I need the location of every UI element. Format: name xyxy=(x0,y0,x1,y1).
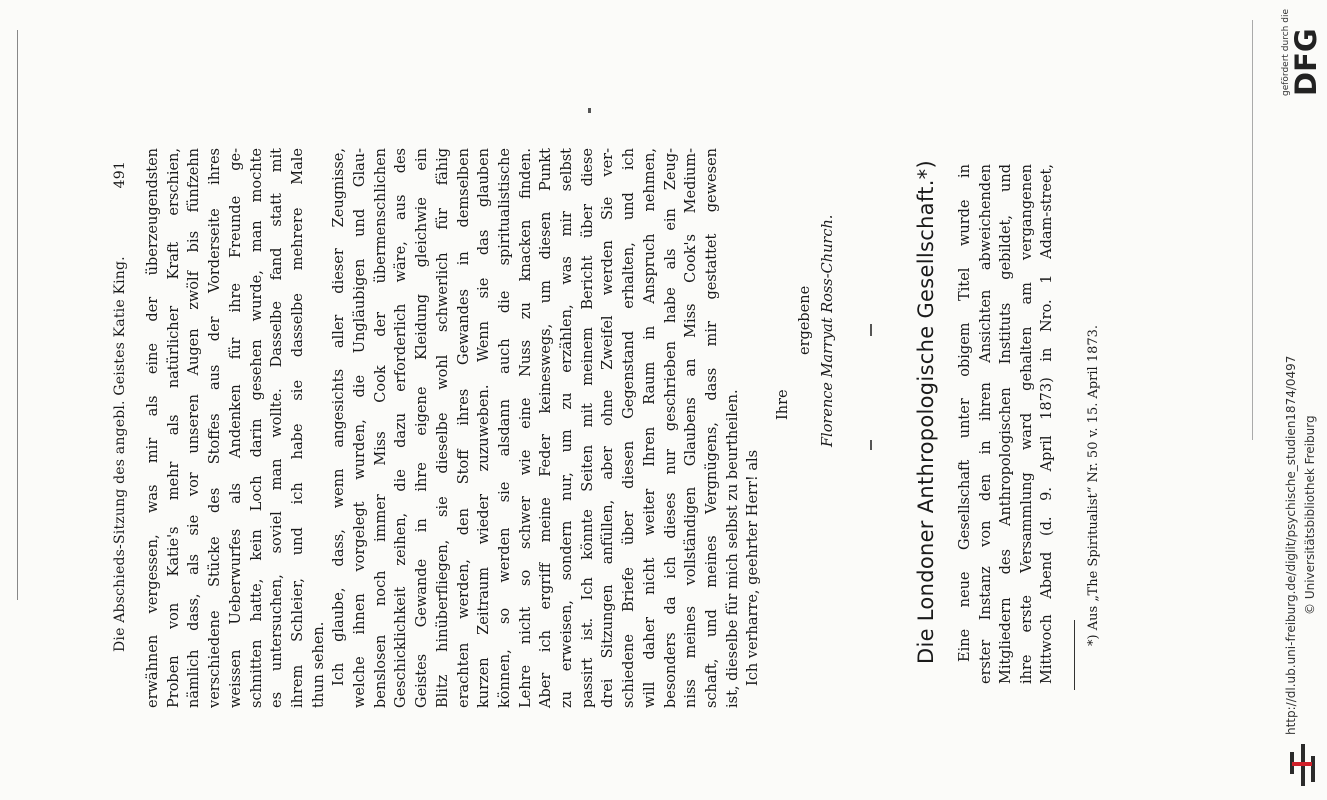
dfg-logo-text: DFG xyxy=(1289,28,1323,96)
text-line: Geschicklichkeit zeihen, die dazu erforderlich wäre, aus des xyxy=(393,148,410,708)
text-line: schnitten hatte, kein Loch darin gesehen wurde, man mochte xyxy=(248,148,265,708)
university-logo-icon xyxy=(1282,740,1322,790)
text-line: niss meines vollständigen Glaubens an Miss Cook's Medium- xyxy=(683,148,700,708)
sidebar-copyright: © Universitätsbibliothek Freiburg xyxy=(1303,415,1317,615)
text-line: erster Instanz von den in ihren Ansichten abweichenden xyxy=(977,164,994,684)
page-edge-right xyxy=(1252,20,1253,440)
text-line: Ich verharre, geehrter Herr! als xyxy=(745,449,762,686)
text-line: drei Sitzungen anfüllen, aber ohne Zweifel werden Sie ver- xyxy=(600,148,617,708)
text-line: Geistes Gewande in ihre eigene Kleidung gleichwie ein xyxy=(414,148,431,708)
sidebar-url: http://dl.ub.uni-freiburg.de/diglit/psychische_studien1874/0497 xyxy=(1284,355,1298,735)
text-line: es untersuchen, soviel man wollte. Dasselbe fand statt mit xyxy=(269,148,286,708)
text-line: schiedene Briefe über diesen Gegenstand erhalten, und ich xyxy=(621,148,638,708)
running-head-title: Die Abschieds-Sitzung des angebl. Geistes Katie King. xyxy=(112,256,128,652)
text-line: ihre erste Versammlung ward gehalten am vergangenen xyxy=(1018,164,1035,684)
text-line: besonders da ich dieses nur geschrieben habe als ein Zeug- xyxy=(662,148,679,708)
text-line: Aber ich ergriff meine Feder keineswegs, um diesen Punkt xyxy=(538,148,555,708)
text-line: thun sehen. xyxy=(310,621,327,708)
text-line: zu erweisen, sondern nur, um zu erzählen, was mir selbst xyxy=(559,148,575,708)
running-head xyxy=(112,161,128,652)
text-line: ist, dieselbe für mich selbst zu beurtheilen. xyxy=(724,389,741,708)
text-line: Proben von Katie's mehr als natürlicher Kraft erschien, xyxy=(165,148,182,708)
page-number: 491 xyxy=(112,161,128,189)
text-line: können, so werden sie alsdann auch die spiritualistische xyxy=(496,148,513,708)
separator-mark xyxy=(870,440,872,450)
text-line: Blitz hinüberfliegen, sie dieselbe wohl schwerlich für fähig xyxy=(434,148,451,708)
closing-ergebene: ergebene xyxy=(797,285,813,355)
text-line: Eine neue Gesellschaft unter obigem Titel wurde in xyxy=(957,164,973,662)
section-heading: Die Londoner Anthropologische Gesellschaft.*) xyxy=(914,160,938,664)
text-line: ihrem Schleier, und ich habe sie dasselbe mehrere Male xyxy=(289,148,306,708)
text-line: erwähnen vergessen, was mir als eine der überzeugendsten xyxy=(145,148,161,708)
text-line: Lehre nicht so schwer wie eine Nuss zu knacken finden. xyxy=(517,148,534,708)
footnote-rule xyxy=(1074,620,1075,690)
footnote: *) Aus „The Spiritualist“ Nr. 50 v. 15. April 1873. xyxy=(1086,324,1101,646)
text-line: benslosen noch immer Miss Cook der übermenschlichen xyxy=(372,148,389,708)
text-line: schaft, und meines Vergnügens, dass mir gestattet gewesen xyxy=(703,148,720,708)
text-line: nämlich dass, als sie vor unseren Augen zwölf bis fünfzehn xyxy=(186,148,203,708)
text-line: will daher nicht weiter Ihren Raum in Anspruch nehmen, xyxy=(641,148,658,708)
text-line: Mitgliedern des Anthropologischen Instituts gebildet, und xyxy=(998,164,1015,684)
text-line: weissen Ueberwurfes als Andenken für ihre Freunde ge- xyxy=(227,148,244,708)
text-line: erachten werden, den Stoff ihres Gewandes in demselben xyxy=(455,148,472,708)
text-line: Mittwoch Abend (d. 9. April 1873) in Nro. 1 Adam-street, xyxy=(1039,164,1056,684)
closing-ihre: Ihre xyxy=(775,389,791,420)
separator-mark xyxy=(588,108,591,113)
text-line: kurzen Zeitraum wieder zuzuweben. Wenn sie das glauben xyxy=(476,148,493,708)
text-line: passirt ist. Ich könnte Seiten mit meinem Bericht über diese xyxy=(579,148,596,708)
separator-mark xyxy=(870,324,872,336)
text-line: Ich glaube, dass, wenn angesichts aller dieser Zeugnisse, xyxy=(331,148,348,686)
signature: Florence Marryat Ross-Church. xyxy=(820,214,836,447)
text-line: verschiedene Stücke des Stoffes aus der Vorderseite ihres xyxy=(207,148,224,708)
dfg-funding-text: gefördert durch die xyxy=(1281,9,1291,96)
text-line: welche ihnen vorgelegt wurden, die Ungläubigen und Glau- xyxy=(352,148,368,708)
page-edge-left xyxy=(17,30,18,600)
